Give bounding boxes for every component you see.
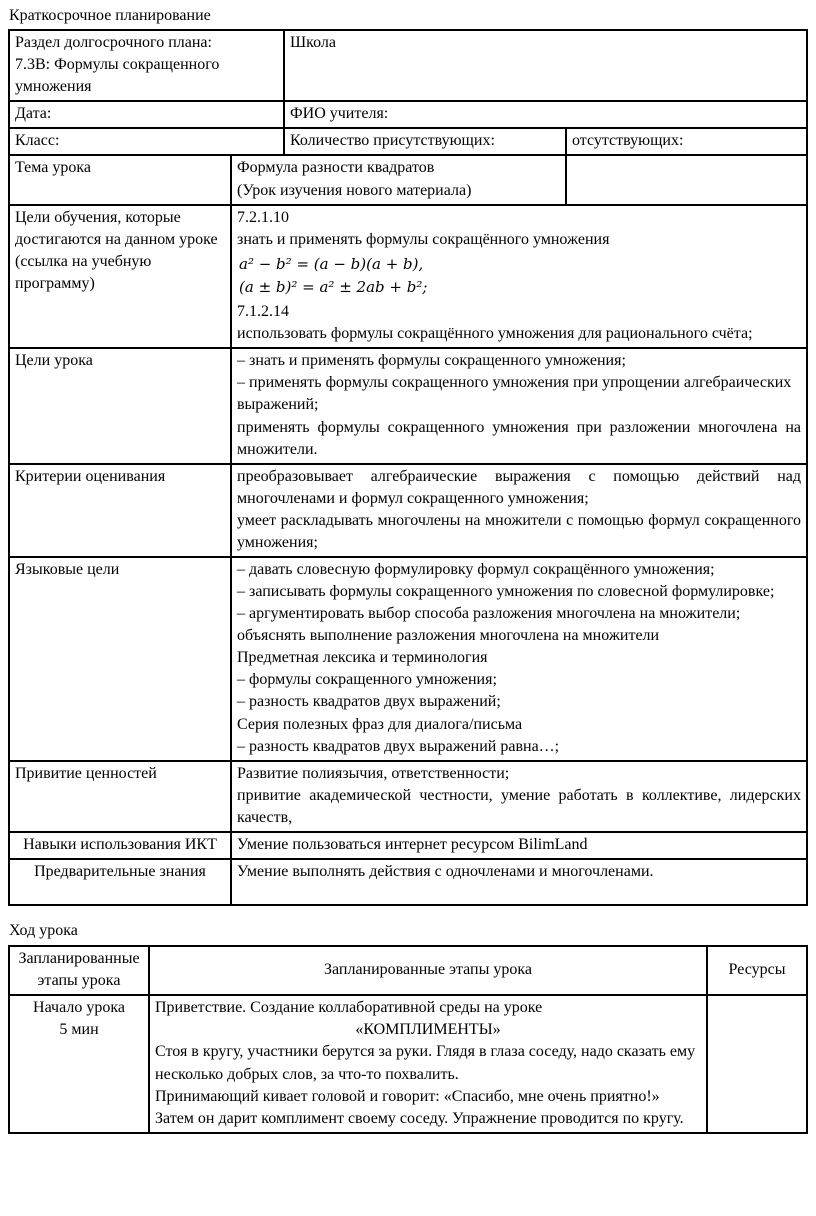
- flow-col1-header: Запланированные этапы урока: [18, 950, 140, 990]
- values-value-cell: [232, 762, 808, 833]
- row-topic: [10, 156, 808, 205]
- stage-duration: 5 мин: [59, 1021, 99, 1039]
- criteria-value-cell: [232, 465, 808, 558]
- activity-paragraph: Принимающий кивает головой и говорит: «Спасибо, мне очень приятно!» Затем он дарит комплимент своему соседу. Упражнение проводится по кругу.: [155, 1087, 684, 1127]
- topic-value-cell: [232, 156, 567, 205]
- objectives-label: Цели обучения, которые достигаются на данном уроке (ссылка на учебную программу): [15, 208, 218, 292]
- school-cell: [285, 31, 808, 102]
- values-item: привитие академической честности, умение работать в коллективе, лидерских качеств,: [237, 786, 801, 826]
- lesson-flow-title: Ход урока: [9, 922, 78, 940]
- language-item: Предметная лексика и терминология: [237, 649, 488, 667]
- flow-header-row: [10, 947, 808, 996]
- date-cell: [10, 102, 285, 129]
- goal-item: применять формулы сокращенного умножения при разложении многочлена на множители.: [237, 418, 801, 458]
- flow-col3-header-cell: [708, 947, 808, 996]
- language-label-cell: [10, 558, 232, 762]
- topic-value-line1: Формула разности квадратов: [237, 159, 435, 177]
- language-item: – аргументировать выбор способа разложения многочлена на множители;: [237, 605, 741, 623]
- language-item: – записывать формулы сокращенного умножения по словесной формулировке;: [237, 583, 775, 601]
- objectives-value-cell: [232, 206, 808, 350]
- stage-name: Начало урока: [33, 999, 125, 1017]
- values-label: Привитие ценностей: [15, 764, 157, 782]
- row-objectives: [10, 206, 808, 350]
- language-value-cell: [232, 558, 808, 762]
- objective-text-1: знать и применять формулы сокращённого умножения: [237, 230, 610, 248]
- language-item: – разность квадратов двух выражений;: [237, 693, 501, 711]
- ict-label: Навыки использования ИКТ: [23, 835, 217, 853]
- goals-value-cell: [232, 349, 808, 464]
- page-title: Краткосрочное планирование: [9, 7, 211, 24]
- activity-paragraph: Стоя в кругу, участники берутся за руки. Глядя в глаза соседу, надо сказать ему несколько добрых слов, за что-то похвалить.: [155, 1043, 696, 1083]
- flow-col1-header-cell: [10, 947, 150, 996]
- class-cell: [10, 129, 285, 156]
- row-lesson-goals: [10, 349, 808, 464]
- topic-label: Тема урока: [15, 159, 92, 177]
- goals-label: Цели урока: [15, 352, 93, 370]
- goals-label-cell: [10, 349, 232, 464]
- row-ict: [10, 833, 808, 860]
- prior-value: Умение выполнять действия с одночленами и многочленами.: [237, 863, 654, 881]
- school-label: Школа: [290, 34, 336, 52]
- absent-cell: [567, 129, 808, 156]
- ict-value: Умение пользоваться интернет ресурсом BilimLand: [237, 835, 588, 853]
- row-language-goals: [10, 558, 808, 762]
- flow-col2-header-cell: [150, 947, 708, 996]
- section-cell: [10, 31, 285, 102]
- present-label: Количество присутствующих:: [290, 132, 495, 150]
- row-section: [10, 31, 808, 102]
- resources-cell: [708, 996, 808, 1133]
- values-label-cell: [10, 762, 232, 833]
- present-cell: [285, 129, 567, 156]
- criteria-item: умеет раскладывать многочлены на множители с помощью формул сокращенного умножения;: [237, 511, 801, 551]
- criteria-label: Критерии оценивания: [15, 467, 166, 485]
- row-prior-knowledge: [10, 860, 808, 906]
- objectives-label-cell: [10, 206, 232, 350]
- ict-label-cell: [10, 833, 232, 860]
- objective-code-1: 7.2.1.10: [237, 208, 289, 226]
- goal-item: – знать и применять формулы сокращенного умножения;: [237, 352, 626, 370]
- topic-empty-cell: [567, 156, 808, 205]
- language-item: Серия полезных фраз для диалога/письма: [237, 715, 523, 733]
- absent-label: отсутствующих:: [572, 132, 684, 150]
- flow-col3-header: Ресурсы: [728, 961, 786, 979]
- values-item: Развитие полиязычия, ответственности;: [237, 764, 510, 782]
- criteria-item: преобразовывает алгебраические выражения с помощью действий над многочленами и формул сокращенного умножения;: [237, 467, 801, 507]
- stage-cell: [10, 996, 150, 1133]
- topic-label-cell: [10, 156, 232, 205]
- ict-value-cell: [232, 833, 808, 860]
- objective-code-2: 7.1.2.14: [237, 303, 289, 321]
- row-class: [10, 129, 808, 156]
- language-label: Языковые цели: [15, 561, 120, 579]
- prior-value-cell: [232, 860, 808, 906]
- row-values: [10, 762, 808, 833]
- row-criteria: [10, 465, 808, 558]
- goal-item: – применять формулы сокращенного умножения при упрощении алгебраических выражений;: [237, 374, 792, 414]
- language-item: – разность квадратов двух выражений равна…;: [237, 737, 560, 755]
- teacher-label: ФИО учителя:: [290, 105, 389, 123]
- language-item: – давать словесную формулировку формул сокращённого умножения;: [237, 561, 715, 579]
- flow-stage-row: [10, 996, 808, 1133]
- prior-label-cell: [10, 860, 232, 906]
- prior-label: Предварительные знания: [34, 863, 206, 881]
- language-item: объяснять выполнение разложения многочлена на множители: [237, 627, 660, 645]
- topic-value-line2: (Урок изучения нового материала): [237, 181, 472, 199]
- activity-title: «КОМПЛИМЕНТЫ»: [355, 1021, 501, 1039]
- section-label: Раздел долгосрочного плана:: [15, 34, 212, 52]
- section-value: 7.3В: Формулы сокращенного умножения: [15, 56, 220, 96]
- formula-difference-of-squares: a² − b² = (a − b)(a + b),: [239, 254, 424, 273]
- plan-table: [8, 29, 808, 906]
- activity-paragraph: Приветствие. Создание коллаборативной среды на уроке: [155, 999, 543, 1017]
- criteria-label-cell: [10, 465, 232, 558]
- teacher-cell: [285, 102, 808, 129]
- row-date: [10, 102, 808, 129]
- language-item: – формулы сокращенного умножения;: [237, 671, 497, 689]
- formula-square-of-sum: (a ± b)² = a² ± 2ab + b²;: [239, 278, 428, 297]
- activity-cell: [150, 996, 708, 1133]
- class-label: Класс:: [15, 132, 60, 150]
- objective-text-2: использовать формулы сокращённого умножения для рационального счёта;: [237, 325, 753, 343]
- date-label: Дата:: [15, 105, 52, 123]
- flow-col2-header: Запланированные этапы урока: [324, 961, 532, 979]
- flow-table: [8, 945, 808, 1134]
